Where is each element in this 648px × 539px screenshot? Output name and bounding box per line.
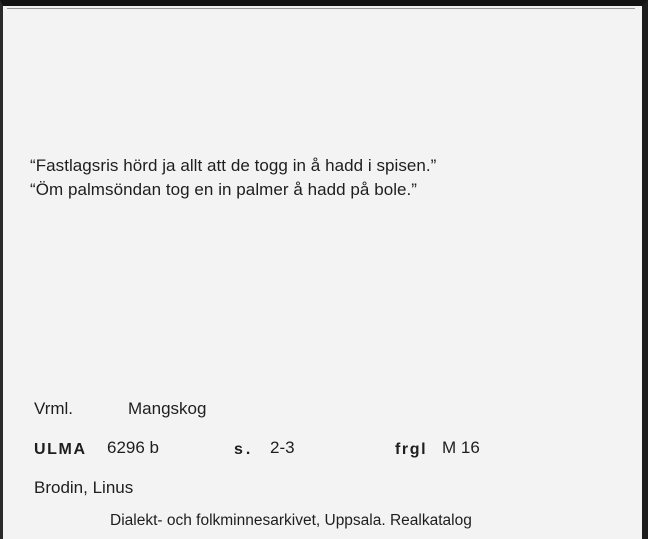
frgl-label: frgl bbox=[395, 441, 428, 458]
archive-footer: Dialekt- och folkminnesarkivet, Uppsala. Realkatalog bbox=[110, 512, 472, 529]
top-rule bbox=[7, 8, 635, 9]
ulma-label: ULMA bbox=[34, 441, 87, 458]
ulma-number: 6296 b bbox=[107, 438, 159, 457]
region-abbrev: Vrml. bbox=[34, 399, 74, 418]
page-range: 2-3 bbox=[270, 438, 295, 457]
parish-name: Mangskog bbox=[128, 399, 207, 418]
page-label: s. bbox=[234, 441, 254, 458]
quote-line-2: “Öm palmsöndan tog en in palmer å hadd på bole.” bbox=[30, 180, 418, 199]
quote-line-1: “Fastlagsris hörd ja allt att de togg in å hadd i spisen.” bbox=[30, 156, 437, 175]
frgl-code: M 16 bbox=[442, 438, 480, 457]
author-name: Brodin, Linus bbox=[34, 478, 134, 497]
